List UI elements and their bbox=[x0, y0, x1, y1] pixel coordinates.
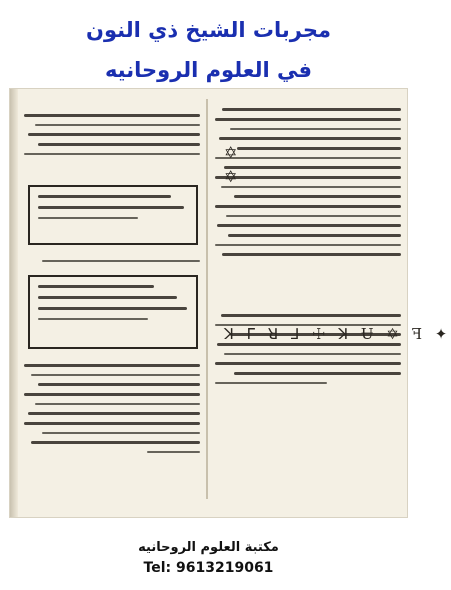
manuscript-right-column bbox=[215, 101, 451, 391]
page-subtitle: في العلوم الروحانيه bbox=[104, 58, 313, 82]
talisman-glyphs: ꓘ ᒥ ꓤ ⅃ ☩ ꓘ Ʉ ✡ ꟻ ✦ bbox=[224, 325, 451, 343]
page-title: مجربات الشيخ ذي النون bbox=[86, 18, 331, 42]
star-symbols: ✡ ✡ bbox=[224, 143, 238, 186]
tel-label: Tel: bbox=[143, 560, 172, 576]
talisman-box-2 bbox=[28, 275, 198, 349]
page-edge bbox=[10, 89, 18, 517]
library-name: مكتبة العلوم الروحانيه bbox=[138, 540, 279, 555]
tel-number: 9613219061 bbox=[176, 560, 274, 576]
talisman-box-1 bbox=[28, 185, 198, 245]
manuscript-left-lower bbox=[24, 357, 200, 460]
manuscript-image bbox=[9, 88, 451, 518]
phone-line bbox=[0, 560, 417, 576]
manuscript-left-column bbox=[24, 107, 200, 162]
column-divider bbox=[206, 99, 208, 499]
manuscript-left-caption bbox=[24, 253, 200, 269]
